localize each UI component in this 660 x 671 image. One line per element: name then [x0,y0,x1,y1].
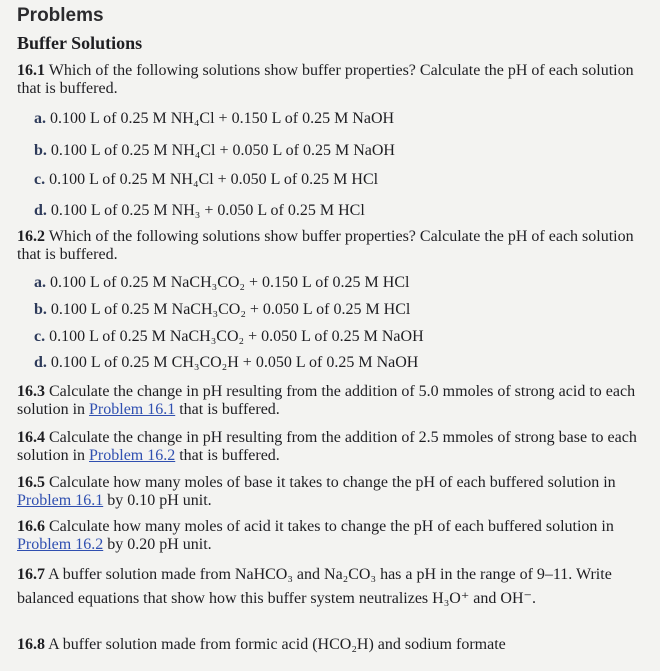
problem-16-1-link[interactable]: Problem 16.1 [17,492,104,509]
problem-number: 16.1 [17,62,45,79]
option-16-2-b: b. 0.100 L of 0.25 M NaCH₃CO₂ + 0.050 L of 0.25 M HCl [34,301,411,318]
problem-16-1 [17,62,657,98]
option-16-1-c: c. 0.100 L of 0.25 M NH₄Cl + 0.050 L of 0.25 M HCl [34,171,379,188]
option-16-1-a: a. 0.100 L of 0.25 M NH₄Cl + 0.150 L of 0.25 M NaOH [34,110,395,127]
problem-text: Which of the following solutions show buffer properties? Calculate the pH of each solution that is buffered. [17,62,634,97]
problem-16-5: 16.5 Calculate how many moles of base it takes to change the pH of each buffered solution in Problem 16.1 by 0.10 pH unit. [17,474,616,509]
option-16-2-a: a. 0.100 L of 0.25 M NaCH₃CO₂ + 0.150 L of 0.25 M HCl [34,274,410,291]
problem-16-8: 16.8 A buffer solution made from formic acid (HCO₂H) and sodium formate [17,636,506,653]
problem-16-7: 16.7 A buffer solution made from NaHCO₃ and Na₂CO₃ has a pH in the range of 9–11. Write balanced equations that show how this buffer system neutralizes H₃O⁺ and OH⁻. [17,566,612,607]
problem-16-2-link[interactable]: Problem 16.2 [17,536,104,553]
page-title: Problems [17,5,104,26]
problem-16-2 [17,228,657,264]
section-title: Buffer Solutions [17,33,143,53]
problem-number: 16.2 [17,228,45,245]
option-16-2-c: c. 0.100 L of 0.25 M NaCH₃CO₂ + 0.050 L of 0.25 M NaOH [34,328,424,345]
option-16-2-d: d. 0.100 L of 0.25 M CH₃CO₂H + 0.050 L of 0.25 M NaOH [34,354,419,371]
problem-16-1-link[interactable]: Problem 16.1 [89,401,176,418]
problem-16-2-link[interactable]: Problem 16.2 [89,447,176,464]
problem-16-3: 16.3 Calculate the change in pH resulting from the addition of 5.0 mmoles of strong acid to each solution in Problem 16.1 that is buffered. [17,383,636,418]
option-16-1-d: d. 0.100 L of 0.25 M NH₃ + 0.050 L of 0.25 M HCl [34,202,365,219]
problem-text: Which of the following solutions show buffer properties? Calculate the pH of each solution that is buffered. [17,228,634,263]
option-16-1-b: b. 0.100 L of 0.25 M NH₄Cl + 0.050 L of 0.25 M NaOH [34,142,395,159]
problem-16-6: 16.6 Calculate how many moles of acid it takes to change the pH of each buffered solution in Problem 16.2 by 0.20 pH unit. [17,518,614,553]
problem-16-4: 16.4 Calculate the change in pH resulting from the addition of 2.5 mmoles of strong base to each solution in Problem 16.2 that is buffered. [17,429,637,464]
